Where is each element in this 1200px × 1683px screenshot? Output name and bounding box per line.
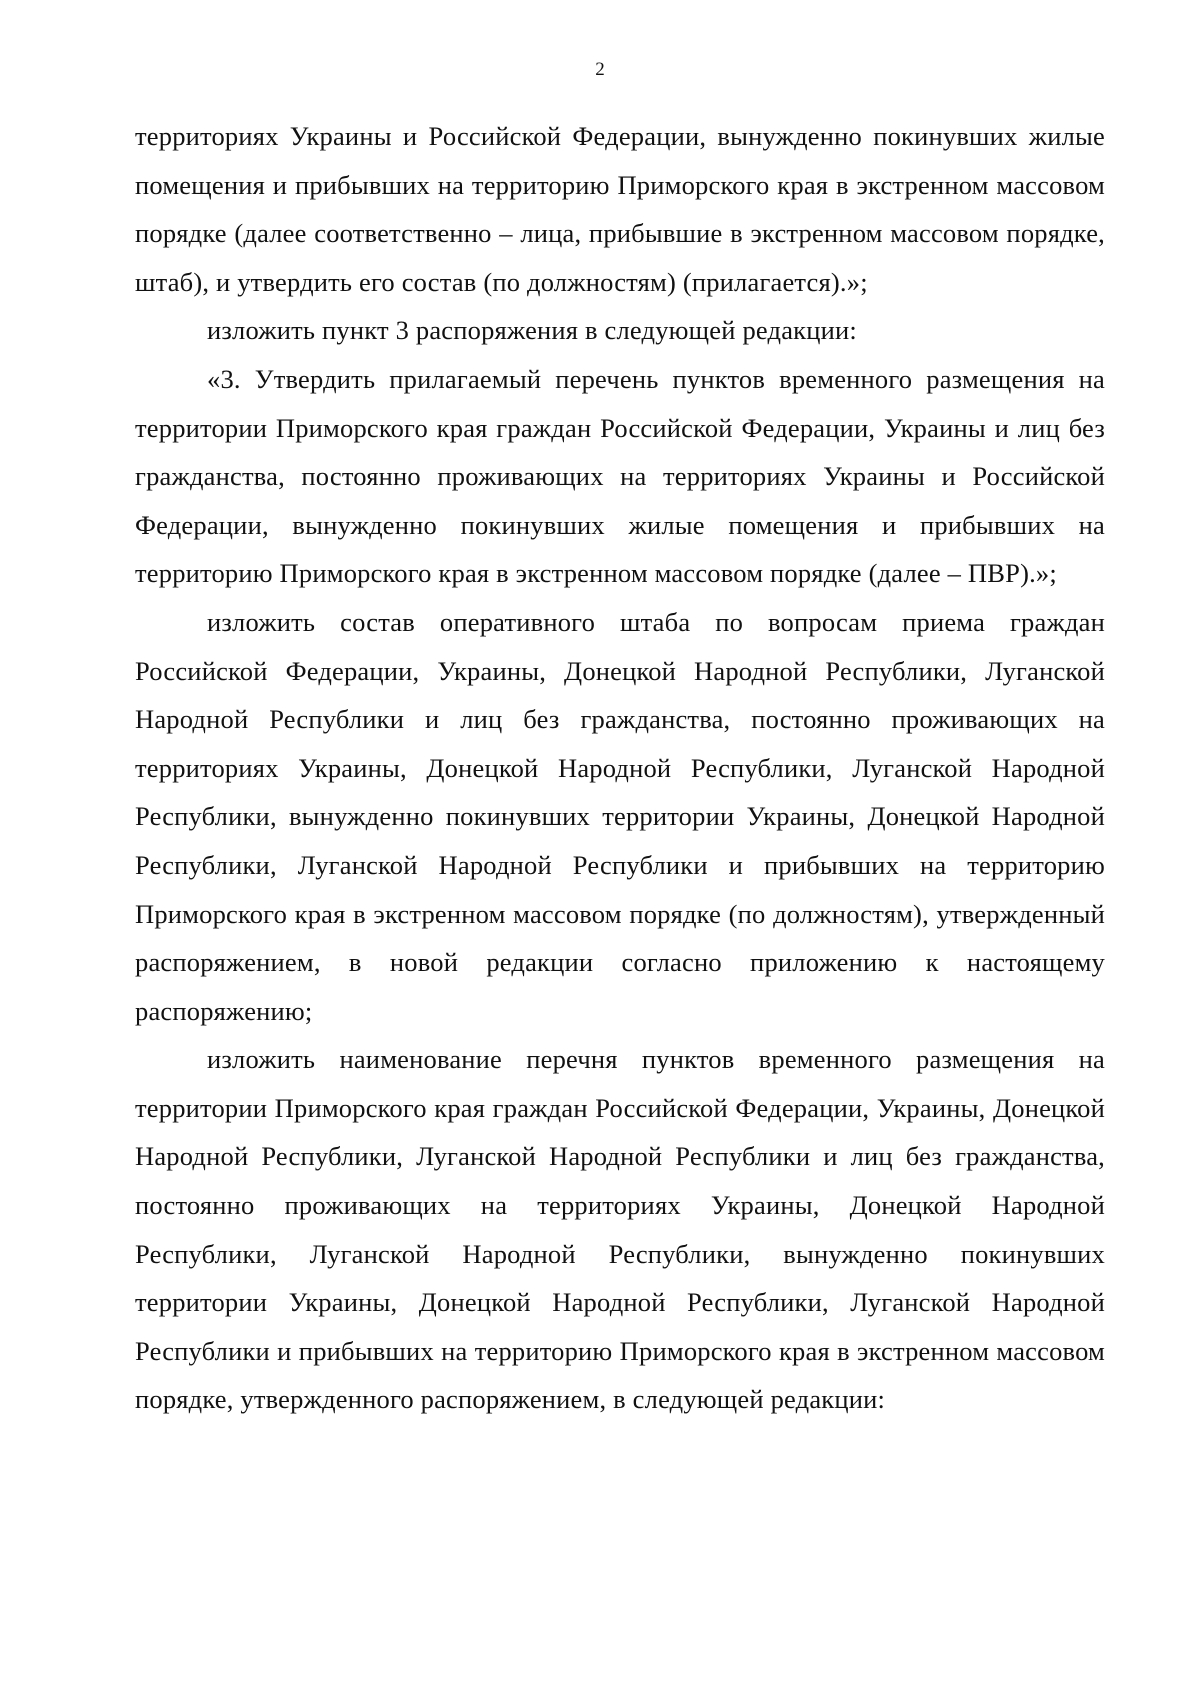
paragraph-continuation: территориях Украины и Российской Федерации, вынужденно покинувших жилые помещения и прибывших на территорию Приморского края в экстренном массовом порядке (далее соответственно – лица, прибывшие в экстренном массовом порядке, штаб), и утвердить его состав (по должностям) (прилагается).»; [135,121,1105,297]
paragraph-amend-list-title: изложить наименование перечня пунктов временного размещения на территории Приморского края граждан Российской Федерации, Украины, Донецкой Народной Республики, Луганской Народной Республики и лиц без гражданства, постоянно проживающих на территориях Украины, Донецкой Народной Республики, Луганской Народной Республики, вынужденно покинувших территории Украины, Донецкой Народной Республики, Луганской Народной Республики и прибывших на территорию Приморского края в экстренном массовом порядке, утвержденного распоряжением, в следующей редакции: [135,1044,1105,1415]
paragraph-amend-point-3: изложить пункт 3 распоряжения в следующей редакции: [207,315,857,346]
document-body [135,112,1105,1424]
page-number: 2 [595,59,605,80]
paragraph-amend-staff-composition: изложить состав оперативного штаба по вопросам приема граждан Российской Федерации, Украины, Донецкой Народной Республики, Луганской Народной Республики и лиц без гражданства, постоянно проживающих на территориях Украины, Донецкой Народной Республики, Луганской Народной Республики, вынужденно покинувших территории Украины, Донецкой Народной Республики, Луганской Народной Республики и прибывших на территорию Приморского края в экстренном массовом порядке (по должностям), утвержденный распоряжением, в новой редакции согласно приложению к настоящему распоряжению; [135,606,1105,1026]
paragraph-point-3-text: «3. Утвердить прилагаемый перечень пунктов временного размещения на территории Приморского края граждан Российской Федерации, Украины и лиц без гражданства, постоянно проживающих на территориях Украины и Российской Федерации, вынужденно покинувших жилые помещения и прибывших на территорию Приморского края в экстренном массовом порядке (далее – ПВР).»; [135,363,1105,589]
